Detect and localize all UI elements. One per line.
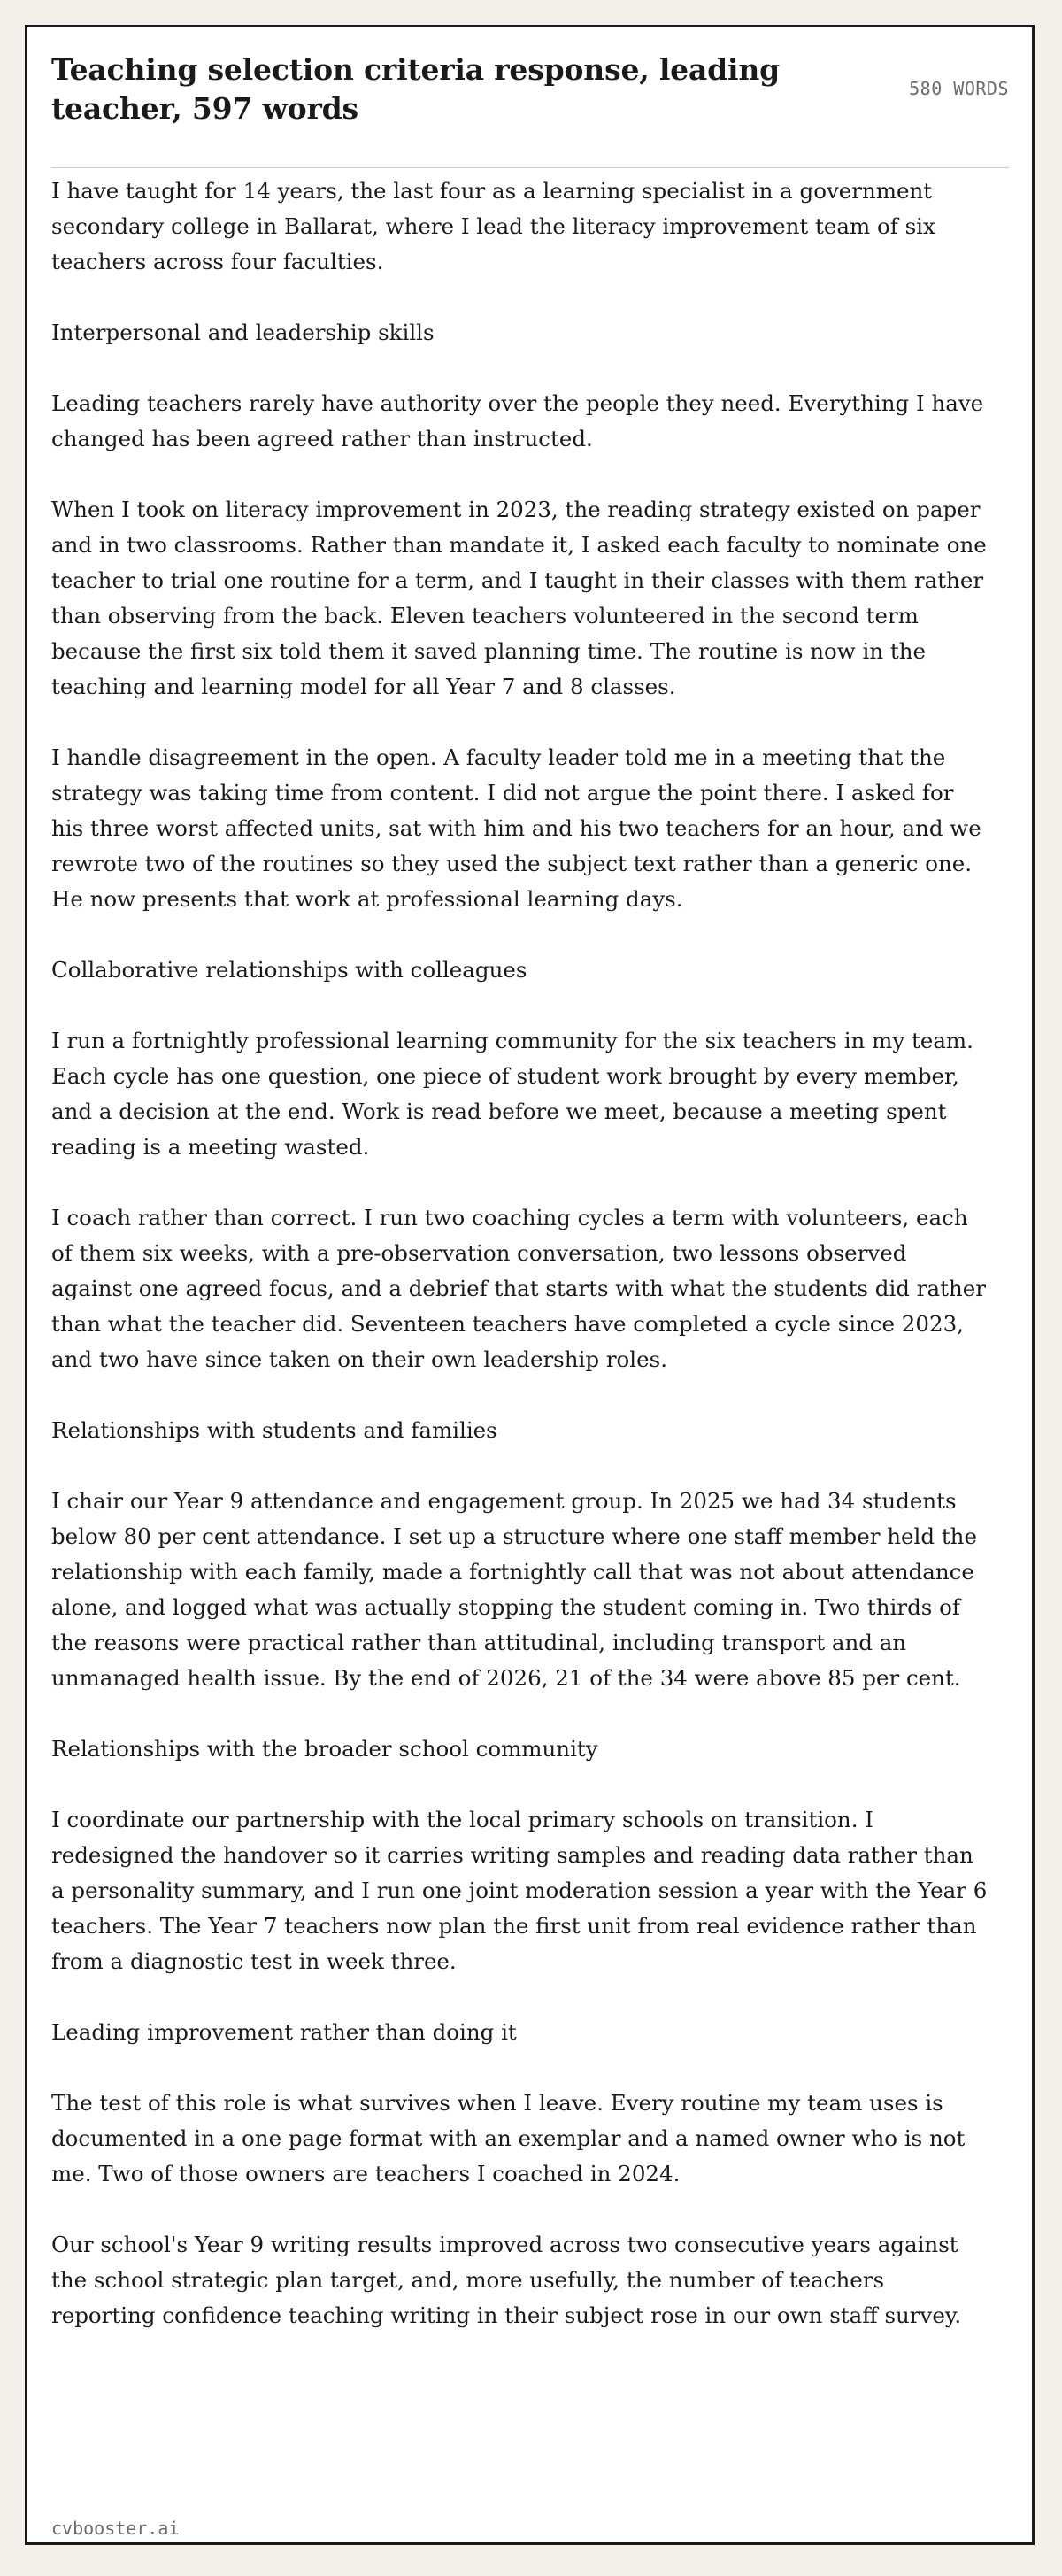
section-heading-students-families: Relationships with students and families [51, 1417, 497, 1443]
section-heading-interpersonal: Interpersonal and leadership skills [51, 320, 435, 345]
section-heading-collaborative: Collaborative relationships with colleagues [51, 957, 527, 983]
body-paragraph: I coach rather than correct. I run two coaching cycles a term with volunteers, each of them six weeks, with a pre-observation conversation, two lessons observed against one agreed focus, and a debrief that starts with what the students did rather than what the teacher did. Seventeen teachers have completed a cycle since 2023, and two have since taken on their own leadership roles. [51, 1205, 986, 1372]
body-paragraph: I handle disagreement in the open. A faculty leader told me in a meeting that the strategy was taking time from content. I did not argue the point there. I asked for his three worst affected units, sat with him and his two teachers for an hour, and we rewrote two of the routines so they used the subject text rather than a generic one. He now presents that work at professional learning days. [51, 744, 981, 912]
document-title: Teaching selection criteria response, leading teacher, 597 words [51, 52, 781, 126]
word-count-badge: 580 WORDS [909, 78, 1009, 99]
closing-paragraph: Our school's Year 9 writing results improved across two consecutive years against the school strategic plan target, and, more usefully, the number of teachers reporting confidence teaching writing in their subject rose in our own staff survey. [51, 2232, 962, 2328]
body-paragraph: I coordinate our partnership with the local primary schools on transition. I redesigned the handover so it carries writing samples and reading data rather than a personality summary, and I run one joint moderation session a year with the Year 6 teachers. The Year 7 teachers now plan the first unit from real evidence rather than from a diagnostic test in week three. [51, 1807, 988, 1974]
document-body [51, 174, 989, 2369]
document-card [25, 25, 1035, 2545]
body-paragraph: I chair our Year 9 attendance and engagement group. In 2025 we had 34 students below 80 per cent attendance. I set up a structure where one staff member held the relationship with each family, made a fortnightly call that was not about attendance alone, and logged what was actually stopping the student coming in. Two thirds of the reasons were practical rather than attitudinal, including transport and an unmanaged health issue. By the end of 2026, 21 of the 34 were above 85 per cent. [51, 1488, 977, 1691]
section-heading-school-community: Relationships with the broader school community [51, 1736, 598, 1762]
body-paragraph: When I took on literacy improvement in 2023, the reading strategy existed on paper and in two classrooms. Rather than mandate it, I asked each faculty to nominate one teacher to trial one routine for a term, and I taught in their classes with them rather than observing from the back. Eleven teachers volunteered in the second term because the first six told them it saved planning time. The routine is now in the teaching and learning model for all Year 7 and 8 classes. [51, 497, 987, 699]
footer-brand: cvbooster.ai [51, 2518, 180, 2539]
body-paragraph: The test of this role is what survives when I leave. Every routine my team uses is documented in a one page format with an exemplar and a named owner who is not me. Two of those owners are teachers I coached in 2024. [51, 2090, 966, 2187]
body-paragraph: I run a fortnightly professional learning community for the six teachers in my team. Each cycle has one question, one piece of student work brought by every member, and a decision at the end. Work is read before we meet, because a meeting spent reading is a meeting wasted. [51, 1028, 974, 1160]
body-paragraph: Leading teachers rarely have authority over the people they need. Everything I have changed has been agreed rather than instructed. [51, 390, 984, 451]
intro-paragraph: I have taught for 14 years, the last four as a learning specialist in a government secondary college in Ballarat, where I lead the literacy improvement team of six teachers across four faculties. [51, 178, 935, 274]
section-heading-leading-improvement: Leading improvement rather than doing it [51, 2019, 517, 2045]
document-header [51, 49, 1009, 168]
